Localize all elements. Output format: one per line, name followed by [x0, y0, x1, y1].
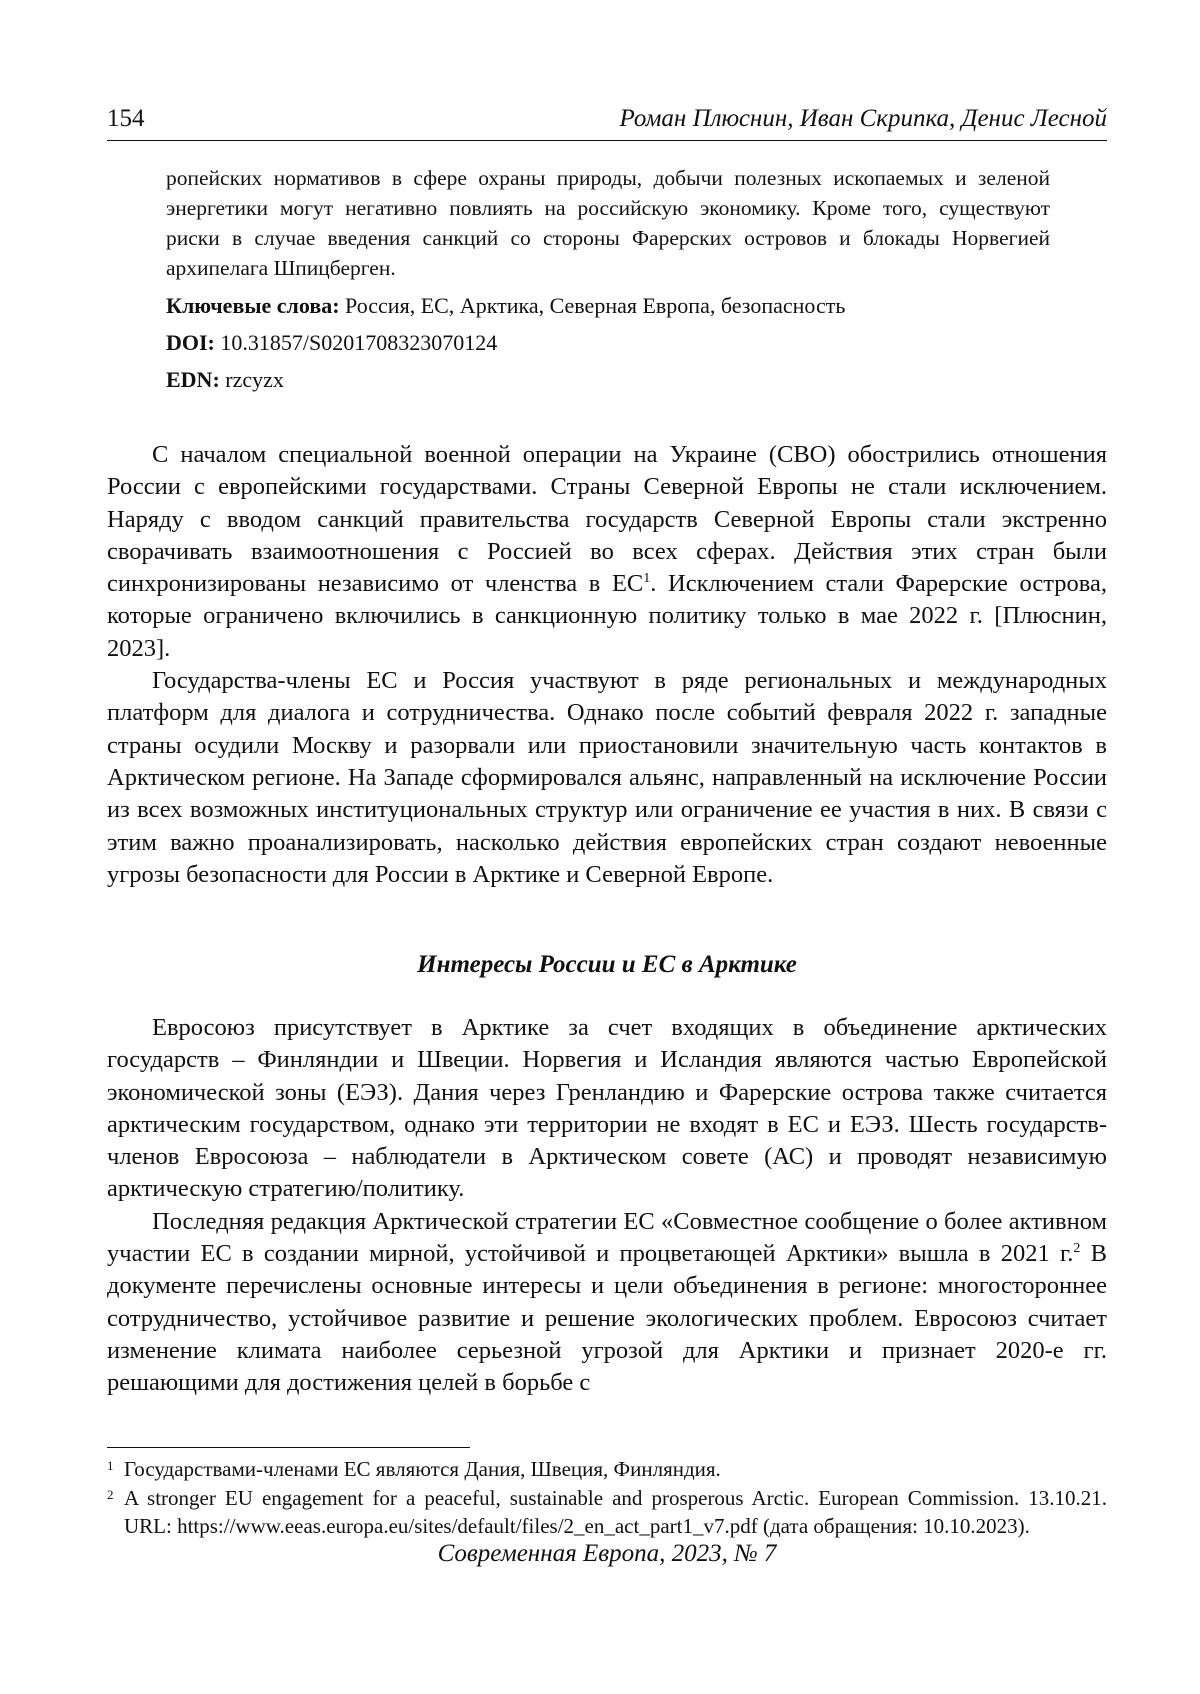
footnote-1 [107, 1455, 1107, 1484]
edn-value: rzcyzx [219, 367, 284, 392]
running-head [107, 101, 1107, 137]
footnote-ref-2: 2 [1073, 1240, 1081, 1256]
abstract-text: ропейских нормативов в сфере охраны природы, добычи полезных ископаемых и зеленой энергетики могут негативно повлиять на российскую экономику. Кроме того, существуют риски в случае введения санкций со стороны Фарерских островов и блокады Норвегией архипелага Шпицберген. [166, 166, 1050, 280]
section-heading: Интересы России и ЕС в Арктике [417, 951, 797, 978]
paragraph-1 [107, 439, 1107, 665]
page-number: 154 [107, 105, 145, 132]
footnotes [107, 1455, 1107, 1541]
footnote-mark: 2 [107, 1486, 114, 1502]
footnote-ref-1: 1 [643, 571, 651, 587]
edn-line [166, 364, 1050, 395]
journal-footer: Современная Европа, 2023, № 7 [437, 1540, 777, 1567]
doi-label: DOI: [166, 330, 215, 355]
footnote-2 [107, 1484, 1107, 1541]
doi-line [166, 327, 1050, 358]
keywords-value: Россия, ЕС, Арктика, Северная Европа, безопасность [339, 293, 846, 318]
footnote-rule [107, 1447, 470, 1448]
paragraph-1-text-b: . Исключением стали Фарерские острова, которые ограничено включились в санкционную политику только в мае 2022 г. [Плюснин, 2023]. [107, 570, 1107, 662]
header-rule [107, 140, 1107, 141]
paragraph-4 [107, 1206, 1107, 1400]
body-section [107, 1012, 1107, 1400]
paragraph-3: Евросоюз присутствует в Арктике за счет входящих в объединение арктических государств – Финляндии и Швеции. Норвегия и Исландия являются частью Европейской экономической зоны (ЕЭЗ). Дания через Гренландию и Фарерские острова также считается арктическим государством, однако эти территории не входят в ЕС и ЕЭЗ. Шесть государств-членов Евросоюза – наблюдатели в Арктическом совете (АС) и проводят независимую арктическую стратегию/политику. [107, 1014, 1107, 1203]
footnote-mark: 1 [107, 1458, 114, 1473]
footnote-text: A stronger EU engagement for a peaceful, sustainable and prosperous Arctic. European Commission. 13.10.21. URL: https://www.eeas.europa.eu/sites/default/files/2_en_act_part1_v7.pdf (дата обращения: 10.10.2023). [124, 1485, 1107, 1538]
running-head-authors: Роман Плюснин, Иван Скрипка, Денис Лесной [619, 105, 1107, 132]
paragraph-4-text-a: Последняя редакция Арктической стратегии ЕС «Совместное сообщение о более активном участии ЕС в создании мирной, устойчивой и процветающей Арктики» вышла в 2021 г. [107, 1207, 1107, 1268]
paragraph-2: Государства-члены ЕС и Россия участвуют в ряде региональных и международных платформ для диалога и сотрудничества. Однако после событий февраля 2022 г. западные страны осудили Москву и разорвали или приостановили значительную часть контактов в Арктическом регионе. На Западе сформировался альянс, направленный на исключение России из всех возможных институциональных структур или ограничение ее участия в них. В связи с этим важно проанализировать, насколько действия европейских стран создают невоенные угрозы безопасности для России в Арктике и Северной Европе. [107, 667, 1107, 888]
keywords-label: Ключевые слова: [166, 293, 340, 318]
abstract-block [166, 163, 1050, 395]
paragraph-4-text-b: В документе перечислены основные интересы и цели объединения в регионе: многостороннее сотрудничество, устойчивое развитие и решение экологических проблем. Евросоюз считает изменение климата наиболее серьезной угрозой для Арктики и признает 2020-е гг. решающими для достижения целей в борьбе с [107, 1240, 1107, 1397]
body-intro [107, 439, 1107, 891]
keywords-line [166, 290, 1050, 321]
footnote-text: Государствами-членами ЕС являются Дания, Швеция, Финляндия. [124, 1457, 721, 1481]
doi-value: 10.31857/S0201708323070124 [214, 330, 498, 355]
paragraph-1-text-a: С началом специальной военной операции на Украине (СВО) обострились отношения России с европейскими государствами. Страны Северной Европы не стали исключением. Наряду с вводом санкций правительства государств Северной Европы стали экстренно сворачивать взаимоотношения с Россией во всех сферах. Действия этих стран были синхронизированы независимо от членства в ЕС [107, 441, 1107, 598]
edn-label: EDN: [166, 367, 220, 392]
